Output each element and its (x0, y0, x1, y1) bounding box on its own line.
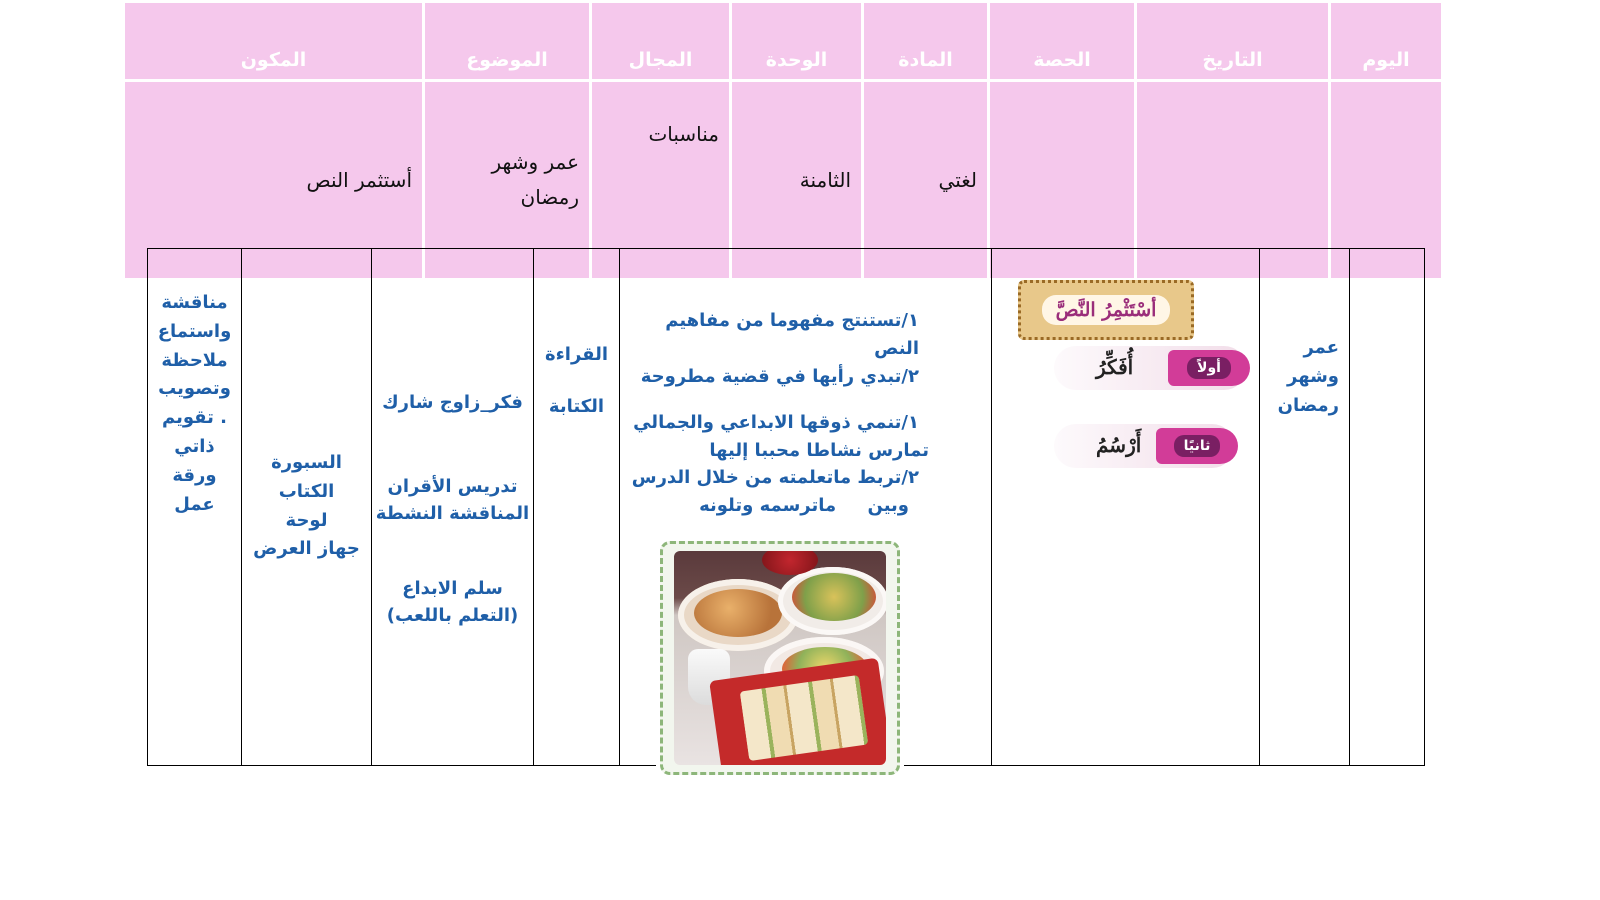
phase-second-tag (1156, 428, 1238, 464)
topic-cell (1260, 249, 1350, 766)
evaluation-line: مناقشة (161, 292, 228, 313)
header-subject: المادة (864, 3, 987, 79)
objective-line: ١/تنمي ذوقها الابداعي والجمالي (633, 411, 919, 433)
header-date: التاريخ (1137, 3, 1328, 79)
header-unit: الوحدة (732, 3, 861, 79)
tools-cell (242, 249, 372, 766)
strategy-line: (التعلم باللعب) (386, 605, 519, 626)
header-day: اليوم (1331, 3, 1441, 79)
evaluation-line: واستماع (157, 320, 232, 342)
objective-line: ٢/تبدي رأيها في قضية مطروحة (640, 365, 919, 387)
lesson-title-badge (1018, 280, 1194, 340)
strategy-peer-teaching (372, 473, 533, 527)
evaluation-line: . تقويم (162, 407, 227, 429)
lesson-info-table (122, 0, 1444, 281)
phase-second-tag-text: ثانيًا (1174, 435, 1221, 457)
strategy-line: المناقشة النشطة (375, 503, 530, 524)
skills-cell (534, 249, 620, 766)
topic-line: عمر (1303, 337, 1339, 358)
evaluation-line: عمل (174, 493, 215, 515)
strategies-cell (372, 249, 534, 766)
topic-line: رمضان (1277, 394, 1339, 416)
evaluation-line: وتصويب (158, 378, 231, 400)
tool-item: السبورة (271, 452, 342, 473)
tool-item: جهاز العرض (253, 538, 360, 560)
strategy-line: تدريس الأقران (387, 476, 518, 497)
value-topic-line2: رمضان (520, 185, 579, 209)
header-topic: الموضوع (425, 3, 589, 79)
phase-second-pill (1054, 424, 1234, 468)
topic-line: وشهر (1287, 365, 1339, 387)
value-domain: مناسبات (592, 82, 729, 278)
evaluation-cell (148, 249, 242, 766)
phase-first-word: أُفَكِّرُ (1096, 355, 1134, 379)
phase-second-word: أَرْسُمُ (1096, 433, 1142, 457)
phase-first-tag (1168, 350, 1250, 386)
value-subject: لغتي (864, 82, 987, 278)
phase-first-pill (1054, 346, 1246, 390)
strategy-creativity-ladder (372, 575, 533, 629)
header-domain: المجال (592, 3, 729, 79)
value-component: أستثمر النص (125, 82, 422, 278)
food-photo (656, 537, 904, 779)
evaluation-line: ذاتي (174, 435, 215, 457)
header-period: الحصة (990, 3, 1134, 79)
objective-line: تمارس نشاطا محببا إليها (709, 439, 929, 461)
objective-line: وبين ماترسمه وتلونه (699, 495, 909, 517)
objective-line: ٢/تربط ماتعلمته من خلال الدرس (631, 467, 919, 489)
strategy-line: سلم الابداع (402, 578, 503, 599)
evaluation-line: ملاحظة (161, 349, 228, 371)
lesson-title-text: أسْتَثْمِرُ النَّصَّ (1042, 295, 1171, 325)
skill-reading: القراءة (544, 344, 609, 365)
phase-first-tag-text: أولاً (1187, 357, 1231, 379)
food-scene-image (674, 551, 886, 765)
header-component: المكون (125, 3, 422, 79)
value-unit: الثامنة (732, 82, 861, 278)
strategy-think-pair-share: فكر_زاوج شارك (382, 392, 523, 413)
evaluation-line: ورقة (172, 464, 217, 486)
value-topic-line1: عمر وشهر (491, 150, 579, 174)
skill-writing: الكتابة (548, 396, 605, 417)
day-cell (1350, 249, 1425, 766)
objective-line: ١/تستنتج مفهوما من مفاهيم النص (665, 310, 919, 359)
tool-item: لوحة (285, 509, 328, 531)
tool-item: الكتاب (278, 480, 335, 502)
